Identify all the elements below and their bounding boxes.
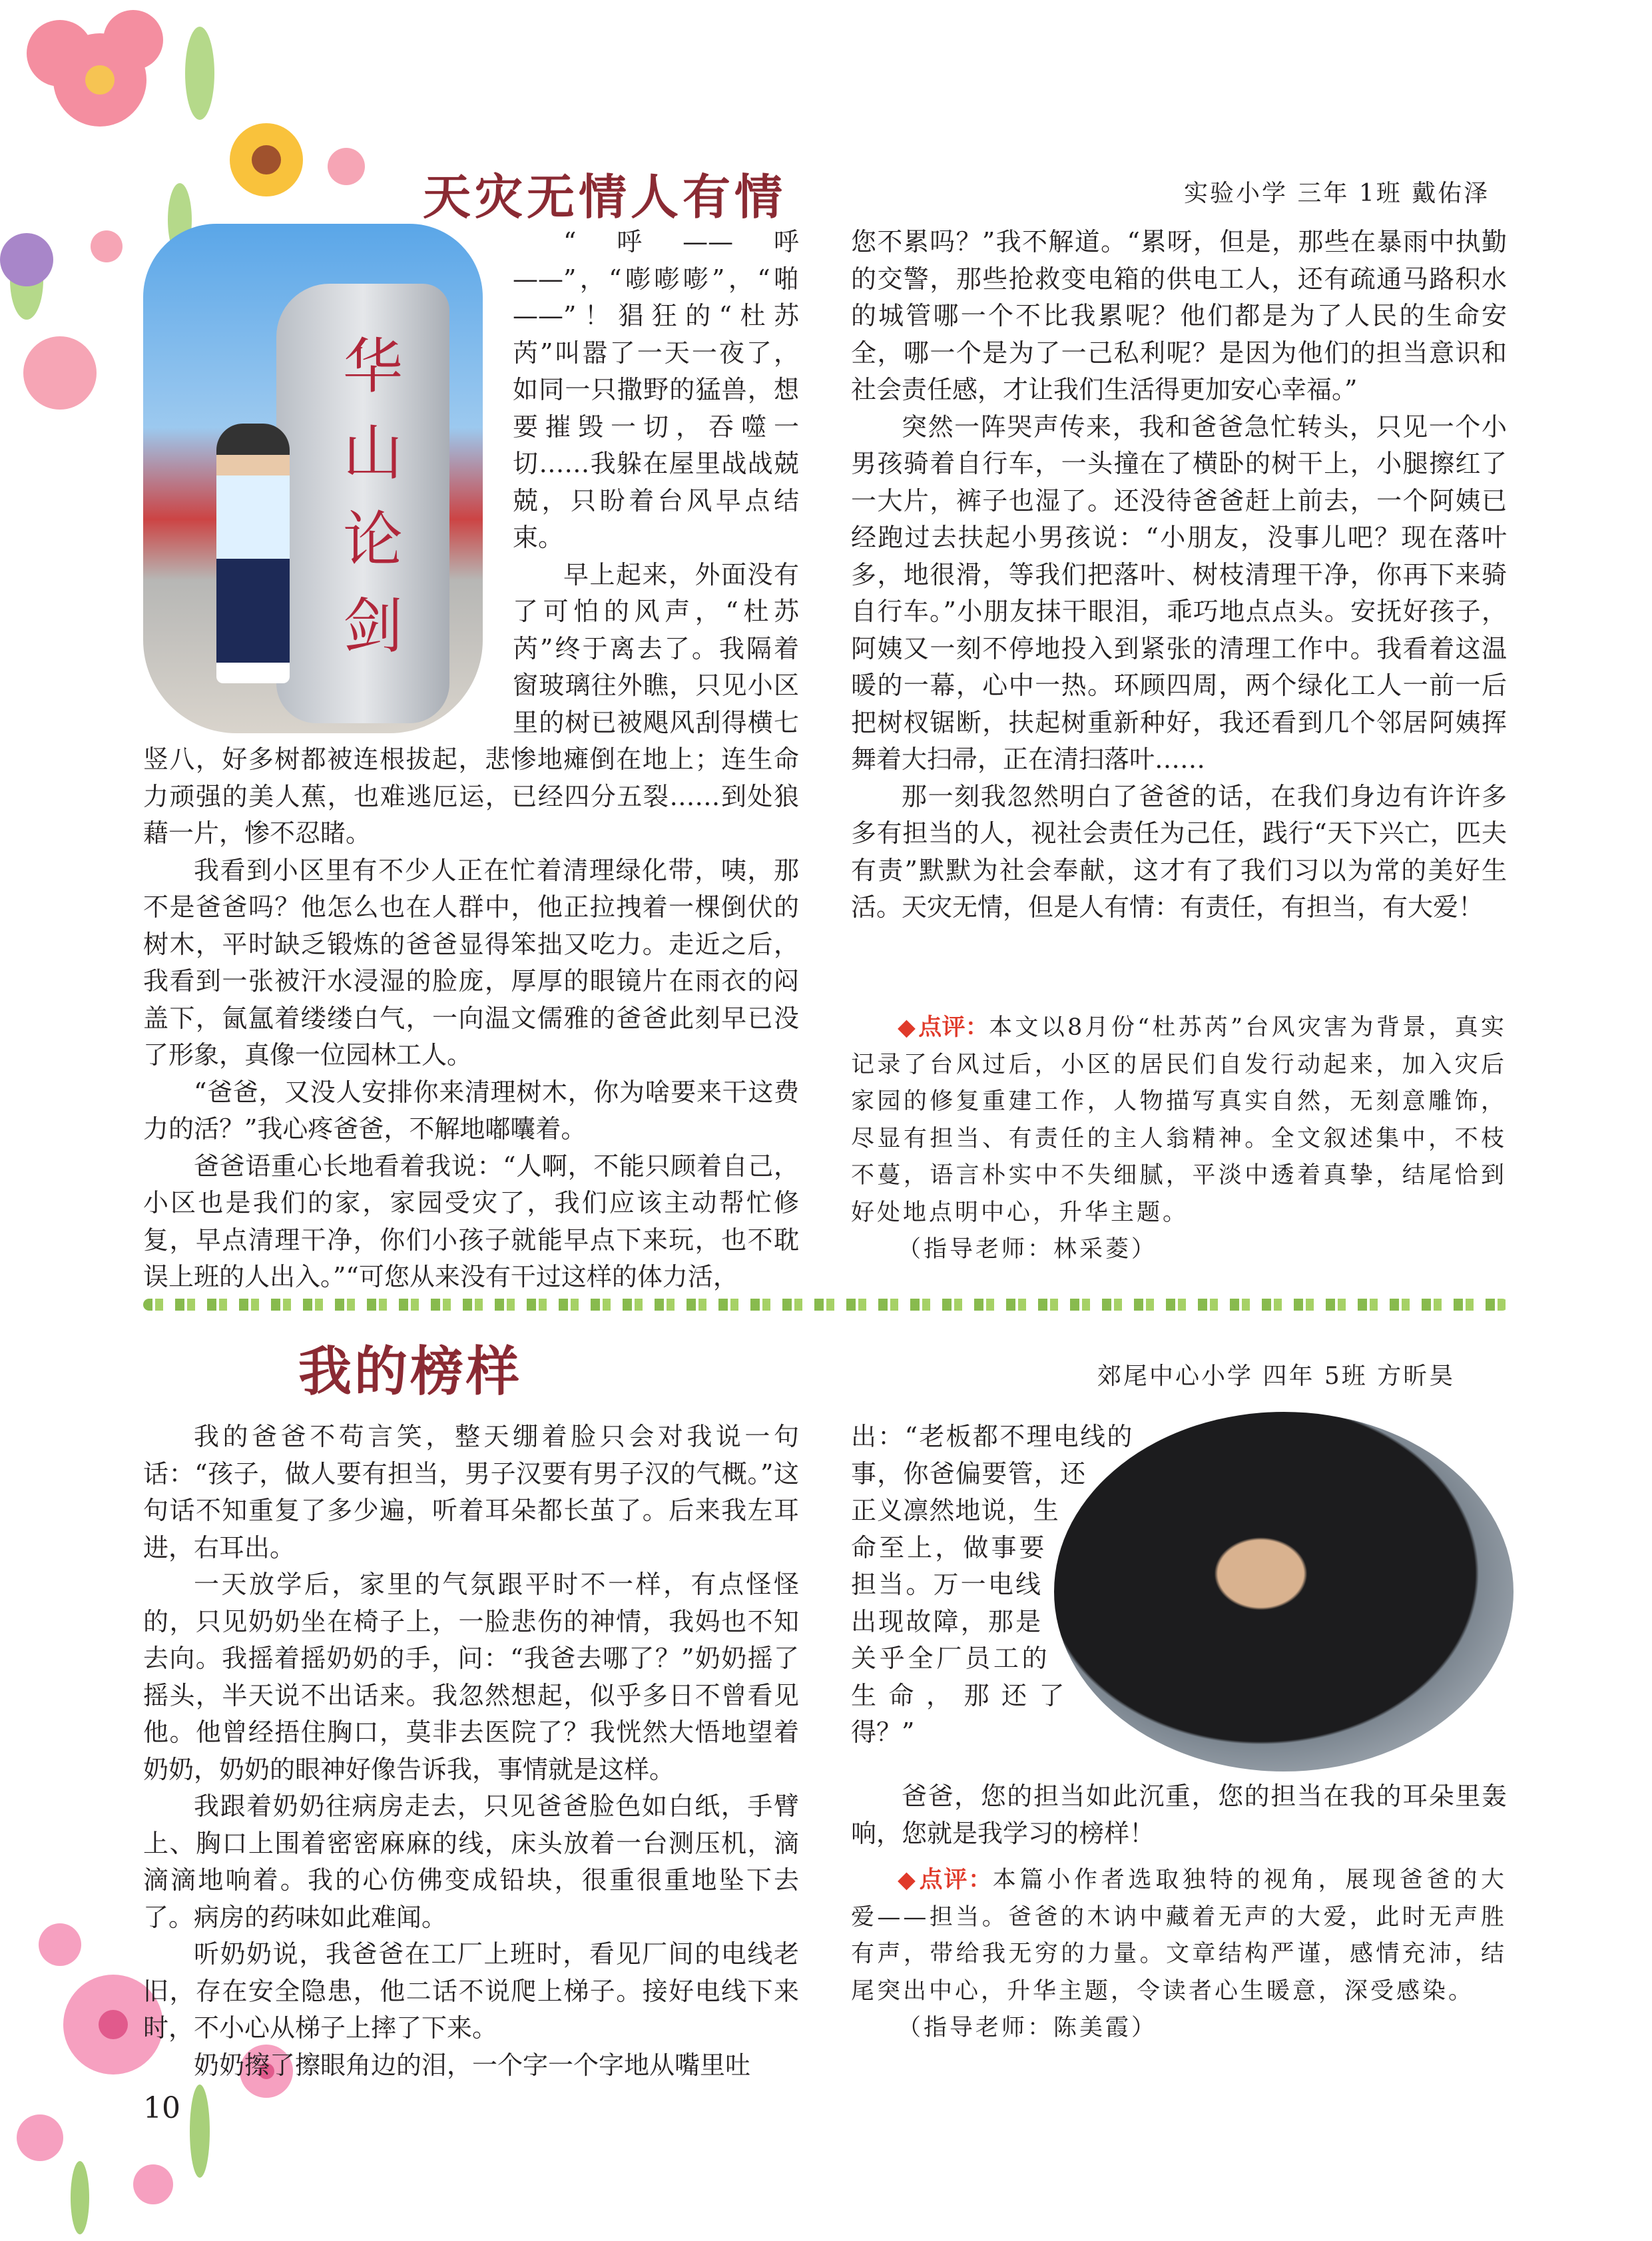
photo-boy: [216, 424, 290, 683]
comment-label: 点评：: [918, 1014, 989, 1041]
comment-label: 点评：: [919, 1866, 993, 1893]
paragraph: “爸爸，又没人安排你来清理树木，你为啥要来干这费力的活？”我心疼爸爸，不解地嘟囔着。: [143, 1077, 799, 1143]
article2-title: 我的榜样: [298, 1340, 522, 1403]
paragraph: “呼——呼——”，“嘭嘭嘭”，“啪——”！猖狂的“杜苏芮”叫嚣了一天一夜了，如同一只撒野的猛兽，想要摧毁一切，吞噬一切……我躲在屋里战战兢兢，只盼着台风早点结束。: [513, 227, 799, 552]
article1-title: 天灾无情人有情: [423, 169, 787, 225]
diamond-icon: ◆: [898, 1867, 920, 1893]
page-number: 10: [143, 2091, 180, 2125]
comment-text: 本文以8月份“杜苏芮”台风灾害为背景，真实记录了台风过后，小区的居民们自发行动起来，加入灾后家园的修复重建工作，人物描写真实自然，无刻意雕饰，尽显有担当、有责任的主人翁精神。全文叙述集中，不枝不蔓，语言朴实中不失细腻，平淡中透着真挚，结尾恰到好处地点明中心，升华主题。: [851, 1014, 1507, 1226]
paragraph: 爸爸，您的担当如此沉重，您的担当在我的耳朵里轰响，您就是我学习的榜样！: [851, 1781, 1507, 1848]
comment-text: 本篇小作者选取独特的视角，展现爸爸的大爱——担当。爸爸的木讷中藏着无声的大爱，此时无声胜有声，带给我无穷的力量。文章结构严谨，感情充沛，结尾突出中心，升华主题，令读者心生暖意，深受感染。: [851, 1867, 1507, 2005]
paragraph: 一天放学后，家里的气氛跟平时不一样，有点怪怪的，只见奶奶坐在椅子上，一脸悲伤的神情，我妈也不知去向。我摇着摇奶奶的手，问：“我爸去哪了？”奶奶摇了摇头，半天说不出话来。我忽然想起，似乎多日不曾看见他。他曾经捂住胸口，莫非去医院了？我恍然大悟地望着奶奶，奶奶的眼神好像告诉我，事情就是这样。: [143, 1570, 799, 1784]
article1-photo: [143, 224, 483, 733]
article2-byline: 郊尾中心小学 四年 5班 方昕昊: [1097, 1363, 1456, 1390]
paragraph: 我看到小区里有不少人正在忙着清理绿化带，咦，那不是爸爸吗？他怎么也在人群中，他正拉拽着一棵倒伏的树木，平时缺乏锻炼的爸爸显得笨拙又吃力。走近之后，我看到一张被汗水浸湿的脸庞，厚厚的眼镜片在雨衣的闷盖下，氤氲着缕缕白气，一向温文儒雅的爸爸此刻早已没了形象，真像一位园林工人。: [143, 855, 799, 1070]
article1-comment: [851, 1009, 1507, 1269]
article2-photo: [1054, 1412, 1514, 1771]
paragraph: 出：“老板都不理电线的事，你爸偏要管，还正义凛然地说，生命至上，做事要担当。万一电线出现故障，那是关乎全厂员工的生命，那还了得？”: [851, 1422, 1133, 1747]
paragraph: 您不累吗？”我不解道。“累呀，但是，那些在暴雨中执勤的交警，那些抢救变电箱的供电工人，还有疏通马路积水的城管哪一个不比我累呢？他们都是为了人民的生命安全，哪一个是为了一己私利呢？是因为他们的担当意识和社会责任感，才让我们生活得更加安心幸福。”: [851, 227, 1507, 404]
teacher-credit: （指导老师：陈美霞）: [898, 2015, 1158, 2041]
paragraph: 突然一阵哭声传来，我和爸爸急忙转头，只见一个小男孩骑着自行车，一头撞在了横卧的树干上，小腿擦红了一大片，裤子也湿了。还没待爸爸赶上前去，一个阿姨已经跑过去扶起小男孩说：“小朋友，没事儿吧？现在落叶多，地很滑，等我们把落叶、树枝清理干净，你再下来骑自行车。”小朋友抹干眼泪，乖巧地点点头。安抚好孩子，阿姨又一刻不停地投入到紧张的清理工作中。我看着这温暖的一幕，心中一热。环顾四周，两个绿化工人一前一后把树杈锯断，扶起树重新种好，我还看到几个邻居阿姨挥舞着大扫帚，正在清扫落叶……: [851, 412, 1507, 774]
paragraph: 奶奶擦了擦眼角边的泪，一个字一个字地从嘴里吐: [194, 2050, 751, 2080]
paragraph: 听奶奶说，我爸爸在工厂上班时，看见厂间的电线老旧，存在安全隐患，他二话不说爬上梯子。接好电线下来时，不小心从梯子上摔了下来。: [143, 1939, 799, 2043]
paragraph: 早上起来，外面没有了可怕的风声，“杜苏芮”终于离去了。我隔着窗玻璃往外瞧，只见小区里的树已被飓风刮得横七竖八，好多树都被连根拔起，悲惨地瘫倒在地上；连生命力顽强的美人蕉，也难逃厄运，已经四分五裂……到处狼藉一片，惨不忍睹。: [143, 559, 799, 848]
leaf-divider: [143, 1299, 1508, 1311]
teacher-credit: （指导老师：林采菱）: [898, 1236, 1158, 1263]
paragraph: 爸爸语重心长地看着我说：“人啊，不能只顾着自己，小区也是我们的家，家园受灾了，我们应该主动帮忙修复，早点清理干净，你们小孩子就能早点下来玩，也不耽误上班的人出入。”“可您从来没有干过这样的体力活，: [143, 1151, 799, 1291]
article1-byline: 实验小学 三年 1班 戴佑泽: [1184, 180, 1490, 207]
article2-comment: [851, 1861, 1507, 2047]
article1-left-column: [143, 224, 799, 1296]
article2-right-column: [851, 1419, 1507, 1852]
photo-stone-inscription: 华山论剑: [343, 332, 403, 661]
diamond-icon: ◆: [898, 1014, 919, 1041]
paragraph: 我的爸爸不苟言笑，整天绷着脸只会对我说一句话：“孩子，做人要有担当，男子汉要有男子汉的气概。”这句话不知重复了多少遍，听着耳朵都长茧了。后来我左耳进，右耳出。: [143, 1422, 799, 1562]
paragraph: 我跟着奶奶往病房走去，只见爸爸脸色如白纸，手臂上、胸口上围着密密麻麻的线，床头放着一台测压机，滴滴滴地响着。我的心仿佛变成铅块，很重很重地坠下去了。病房的药味如此难闻。: [143, 1791, 799, 1932]
article2-left-column: [143, 1419, 799, 2084]
paragraph: 那一刻我忽然明白了爸爸的话，在我们身边有许许多多有担当的人，视社会责任为己任，践行“天下兴亡，匹夫有责”默默为社会奉献，这才有了我们习以为常的美好生活。天灾无情，但是人有情：有责任，有担当，有大爱！: [851, 781, 1507, 922]
article1-right-column: [851, 224, 1507, 926]
